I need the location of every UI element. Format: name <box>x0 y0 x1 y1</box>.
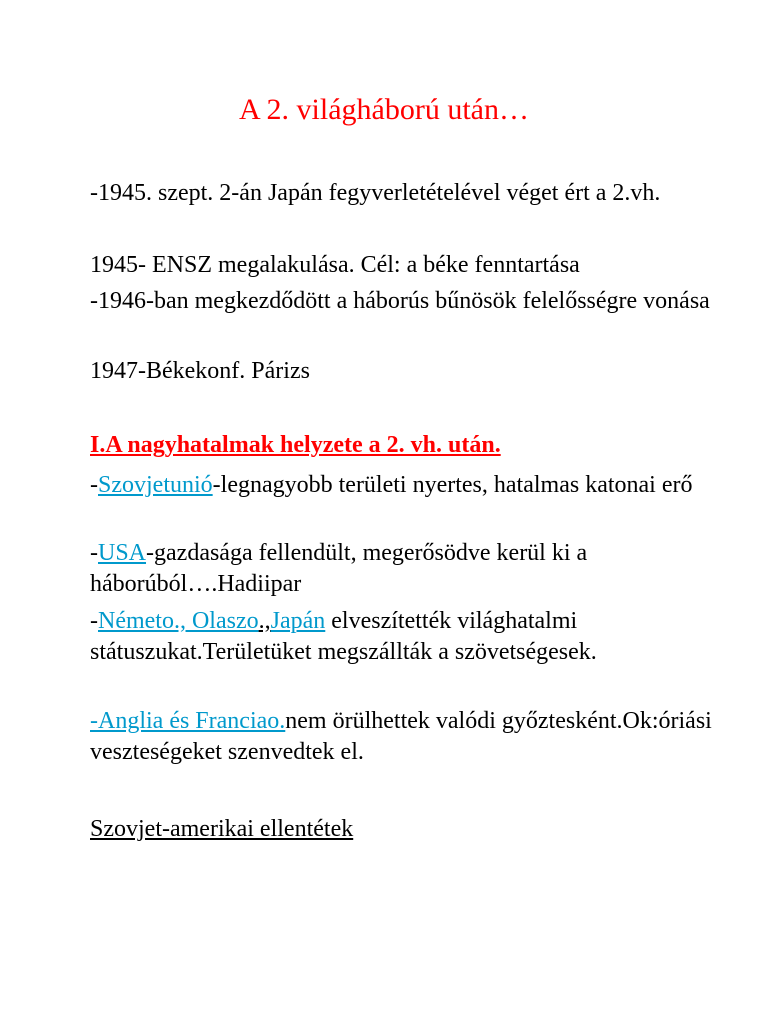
intro-paragraph-3: -1946-ban megkezdődött a háborús bűnösök felelősségre vonása <box>90 288 710 314</box>
item-dash: - <box>90 472 98 498</box>
item-text: -legnagyobb területi nyertes, hatalmas katonai erő <box>212 472 693 498</box>
link-usa[interactable]: USA <box>98 540 147 566</box>
item-dash: - <box>90 540 98 566</box>
link-japan[interactable]: Japán <box>270 608 326 634</box>
list-item-uk-france <box>90 706 730 768</box>
section-heading-great-powers: I.A nagyhatalmak helyzete a 2. vh. után. <box>90 432 501 458</box>
item-dash: - <box>90 608 98 634</box>
list-item-axis-powers <box>90 606 730 668</box>
link-szovjetunio[interactable]: Szovjetunió <box>98 472 213 498</box>
list-item-soviet-union <box>90 470 730 501</box>
section-heading-soviet-american: Szovjet-amerikai ellentétek <box>90 816 354 842</box>
page-title: A 2. világháború után… <box>239 93 529 126</box>
intro-paragraph-4: 1947-Békekonf. Párizs <box>90 358 310 384</box>
item-separator: ., <box>258 608 271 634</box>
item-text: elveszítették világhatalmi státuszukat.Területüket megszállták a szövetségesek. <box>90 608 597 665</box>
item-text: nem örülhettek valódi győztesként.Ok:óriási veszteségeket szenvedtek el. <box>90 708 712 765</box>
link-nemeto-olaszo[interactable]: Németo., Olaszo <box>98 608 259 634</box>
intro-paragraph-2: 1945- ENSZ megalakulása. Cél: a béke fenntartása <box>90 252 580 278</box>
link-anglia-franciao[interactable]: -Anglia és Franciao. <box>90 708 286 734</box>
item-text: -gazdasága fellendült, megerősödve kerül ki a háborúból….Hadiipar <box>90 540 588 597</box>
list-item-usa <box>90 538 730 600</box>
intro-paragraph-1: -1945. szept. 2-án Japán fegyverletételével véget ért a 2.vh. <box>90 180 661 206</box>
